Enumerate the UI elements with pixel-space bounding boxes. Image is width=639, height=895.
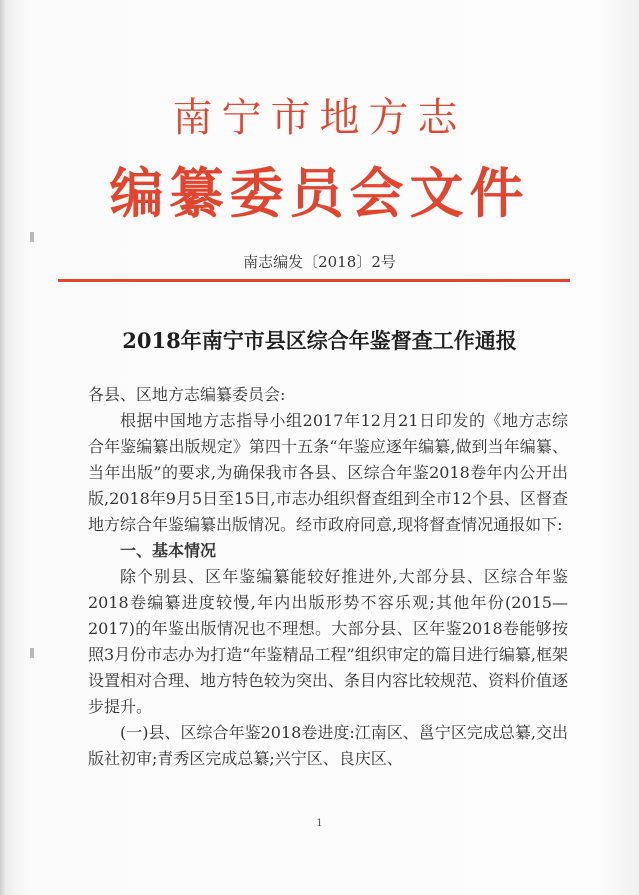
- section-paragraph: 除个别县、区年鉴编纂能较好推进外,大部分县、区综合年鉴2018卷编纂进度较慢,年内出版形势不容乐观;其他年份(2015—2017)的年鉴出版情况也不理想。大部分县、区年鉴2018卷能够按照3月份市志办为打造“年鉴精品工程”组织审定的篇目进行编纂,框架设置相对合理、地方特色较为突出、条目内容比较规范、资料价值逐步提升。: [88, 567, 569, 716]
- notice-title: 2018年南宁市县区综合年鉴督查工作通报: [122, 328, 517, 353]
- notice-body: [88, 382, 568, 772]
- binding-mark: [30, 232, 34, 242]
- salutation: 各县、区地方志编纂委员会:: [88, 385, 286, 404]
- sub-section-text: 江南区、邕宁区完成总纂,交出版社初审;青秀区完成总纂;兴宁区、良庆区、: [88, 723, 568, 768]
- page-number: 1: [316, 818, 323, 829]
- issuer-name: 南宁市地方志: [172, 95, 467, 141]
- sub-section-heading: (一)县、区综合年鉴2018卷进度:: [120, 723, 355, 742]
- document-type-heading: 编纂委员会文件: [109, 161, 530, 225]
- intro-paragraph: 根据中国地方志指导小组2017年12月21日印发的《地方志综合年鉴编纂出版规定》第四十五条“年鉴应逐年编纂,做到当年编纂、当年出版”的要求,为确保我市各县、区综合年鉴2018卷年内公开出版,2018年9月5日至15日,市志办组织督查组到全市12个县、区督查地方综合年鉴编纂出版情况。经市政府同意,现将督查情况通报如下:: [88, 411, 568, 534]
- document-number: 南志编发〔2018〕2号: [243, 253, 396, 271]
- sub-section-paragraph: [88, 720, 568, 772]
- binding-mark: [30, 648, 34, 658]
- red-header-rule: [58, 279, 570, 282]
- section-heading: 一、基本情况: [120, 541, 217, 560]
